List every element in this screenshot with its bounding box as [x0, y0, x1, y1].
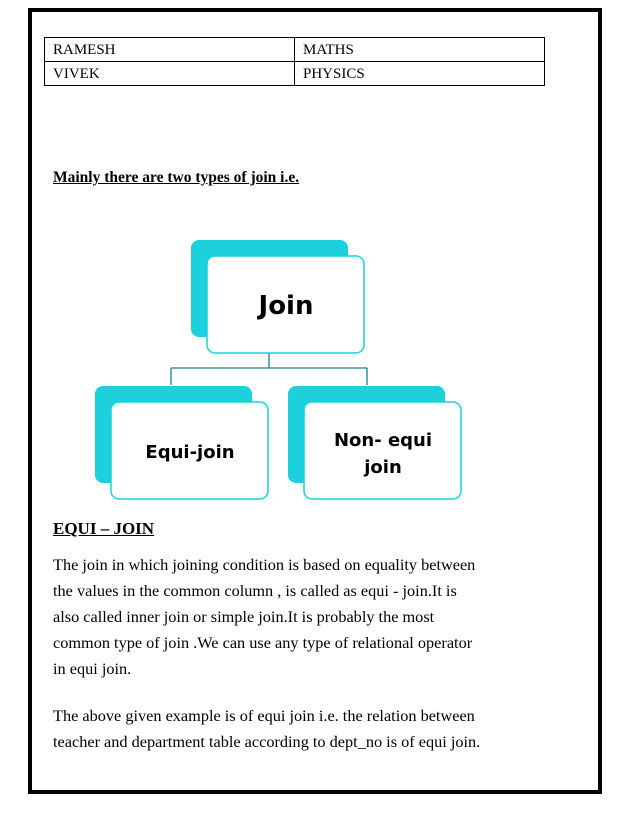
paragraph-line: in equi join. [53, 659, 132, 678]
paragraph-line: common type of join .We can use any type of relational operator [53, 633, 473, 652]
equi-join-node [95, 386, 268, 499]
paragraph-line: teacher and department table according to dept_no is of equi join. [53, 732, 481, 751]
paragraph-line: The join in which joining condition is based on equality between [53, 555, 476, 574]
non-equi-join-node [288, 386, 461, 499]
table-cell: PHYSICS [295, 62, 545, 86]
table-cell: RAMESH [45, 38, 295, 62]
root-node [191, 240, 364, 353]
paragraph-line: The above given example is of equi join i.e. the relation between [53, 706, 475, 725]
paragraph-1 [53, 552, 608, 682]
table-cell: MATHS [295, 38, 545, 62]
paragraph-line: the values in the common column , is called as equi - join.It is [53, 581, 457, 600]
table-cell: VIVEK [45, 62, 295, 86]
paragraph-line: also called inner join or simple join.It is probably the most [53, 607, 435, 626]
intro-text: Mainly there are two types of join i.e. [53, 169, 300, 186]
section-heading: EQUI – JOIN [53, 519, 155, 538]
root-node-label: Join [258, 291, 314, 321]
non-equi-join-node-label-line2: join [364, 457, 402, 478]
non-equi-join-node-label-line1: Non- equi [333, 430, 433, 451]
equi-join-node-label: Equi-join [145, 442, 235, 463]
paragraph-2 [53, 703, 608, 755]
